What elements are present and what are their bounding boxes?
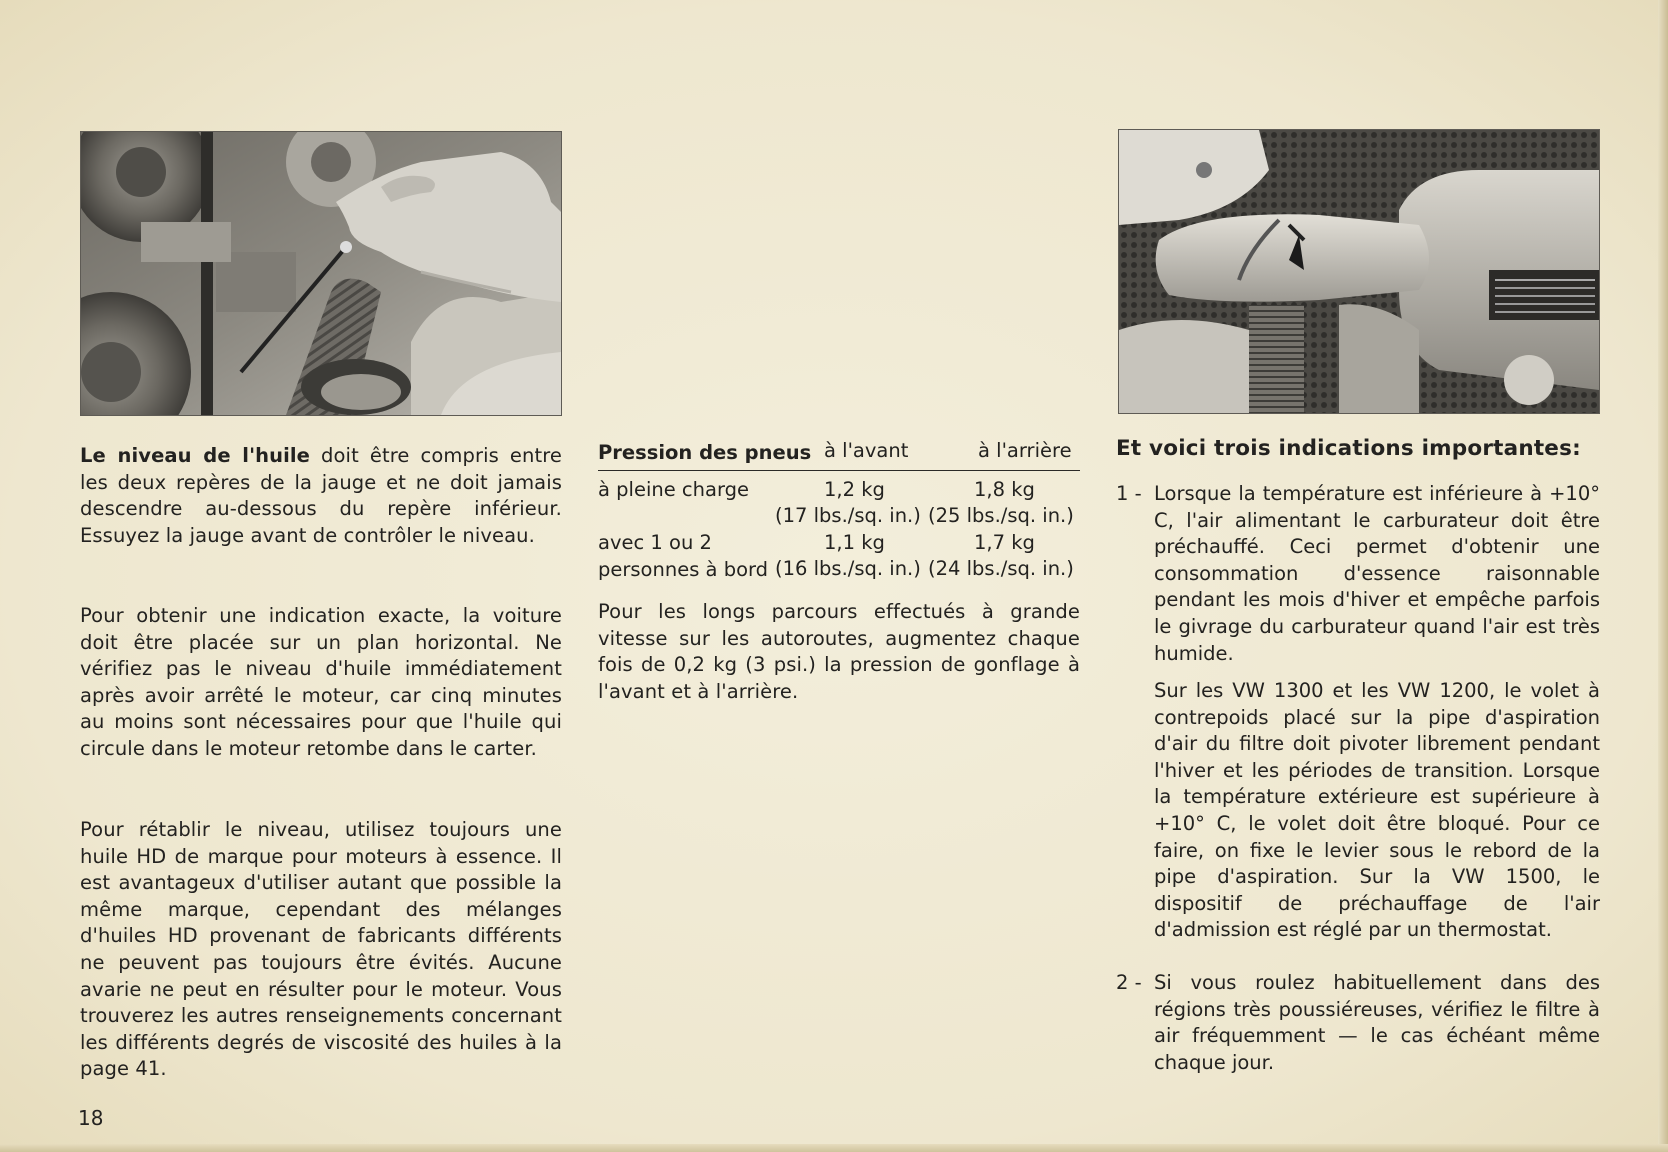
- note-item-1: [1116, 481, 1600, 942]
- tire-rear-value: 1,8 kg: [974, 478, 1035, 501]
- note-text: Lorsque la température est inférieure à +10° C, l'air alimentant le carburateur doit être préchauffé. Ceci permet d'obtenir une consommation d'essence raisonnable pendant les mois d'hiver et empêche parfois le givrage du carburateur quand l'air est très humide.: [1154, 482, 1600, 665]
- oil-level-paragraph: [80, 443, 562, 549]
- dipstick-photo-illustration: [81, 132, 561, 415]
- air-filter-photo: [1118, 129, 1600, 414]
- tire-front-value: 1,2 kg: [824, 478, 885, 501]
- tire-rear-psi: (25 lbs./sq. in.): [928, 504, 1074, 527]
- note-text-continued: Sur les VW 1300 et les VW 1200, le volet à contrepoids placé sur la pipe d'aspiration d'air du filtre doit pivoter librement pendant l'hiver et les périodes de transition. Lorsque la température extérieure est supérieure à +10° C, le volet doit être bloqué. Pour ce faire, on fixe le levier sous le rebord de la pipe d'aspiration. Sur la VW 1500, le dispositif de préchauffage de l'air d'admission est réglé par un thermostat.: [1154, 679, 1600, 942]
- tire-col-front: à l'avant: [824, 439, 909, 462]
- exact-reading-paragraph: Pour obtenir une indication exacte, la voiture doit être placée sur un plan horizontal. Ne vérifiez pas le niveau d'huile immédiatement après avoir arrêté le moteur, car cinq minutes au moins sont nécessaires pour que l'huile qui circule dans le moteur retombe dans le carter.: [80, 604, 562, 760]
- tire-row-one-two-persons: [598, 530, 1080, 583]
- tire-table-title: Pression des pneus: [598, 441, 812, 464]
- page-edge-bottom: [0, 1144, 1668, 1152]
- tire-rear-psi: (24 lbs./sq. in.): [928, 557, 1074, 580]
- oil-level-text: doit être compris entre les deux repères de la jauge et ne doit jamais descendre au-dessous du repère inférieur. Essuyez la jauge avant de contrôler le niveau.: [80, 444, 562, 547]
- oil-level-lead: Le niveau de l'huile: [80, 444, 310, 467]
- tire-rear-value: 1,7 kg: [974, 531, 1035, 554]
- page-edge-right: [1658, 0, 1668, 1152]
- tire-pressure-table: [598, 440, 1080, 583]
- note-number: 1 -: [1116, 482, 1142, 505]
- tire-row-label: avec 1 ou 2 personnes à bord: [598, 531, 769, 581]
- tire-front-value: 1,1 kg: [824, 531, 885, 554]
- oil-topup-paragraph: Pour rétablir le niveau, utilisez toujours une huile HD de marque pour moteurs à essence. Il est avantageux d'utiliser autant que possible la même marque, cependant des mélanges d'huiles HD provenant de fabricants différents ne peuvent pas toujours être évités. Aucune avarie ne peut en résulter pour le moteur. Vous trouverez les autres renseignements concernant les différents degrés de viscosité des huiles à la page 41.: [80, 818, 562, 1081]
- tire-row-full-load: [598, 477, 1080, 530]
- tire-col-rear: à l'arrière: [978, 439, 1072, 462]
- dipstick-photo: [80, 131, 562, 416]
- highway-pressure-paragraph: Pour les longs parcours effectués à grande vitesse sur les autoroutes, augmentez chaque fois de 0,2 kg (3 psi.) la pression de gonflage à l'avant et à l'arrière.: [598, 600, 1080, 703]
- important-notes-heading: Et voici trois indications importantes:: [1116, 436, 1581, 461]
- tire-row-label: à pleine charge: [598, 478, 749, 501]
- page-number: 18: [78, 1106, 104, 1130]
- tire-table-header: [598, 440, 1080, 471]
- air-filter-photo-illustration: [1119, 130, 1599, 413]
- tire-front-psi: (16 lbs./sq. in.): [775, 557, 921, 580]
- tire-front-psi: (17 lbs./sq. in.): [775, 504, 921, 527]
- note-text: Si vous roulez habituellement dans des régions très poussiéreuses, vérifiez le filtre à air fréquemment — le cas échéant même chaque jour.: [1154, 971, 1600, 1074]
- note-number: 2 -: [1116, 971, 1142, 994]
- note-item-2: [1116, 970, 1600, 1080]
